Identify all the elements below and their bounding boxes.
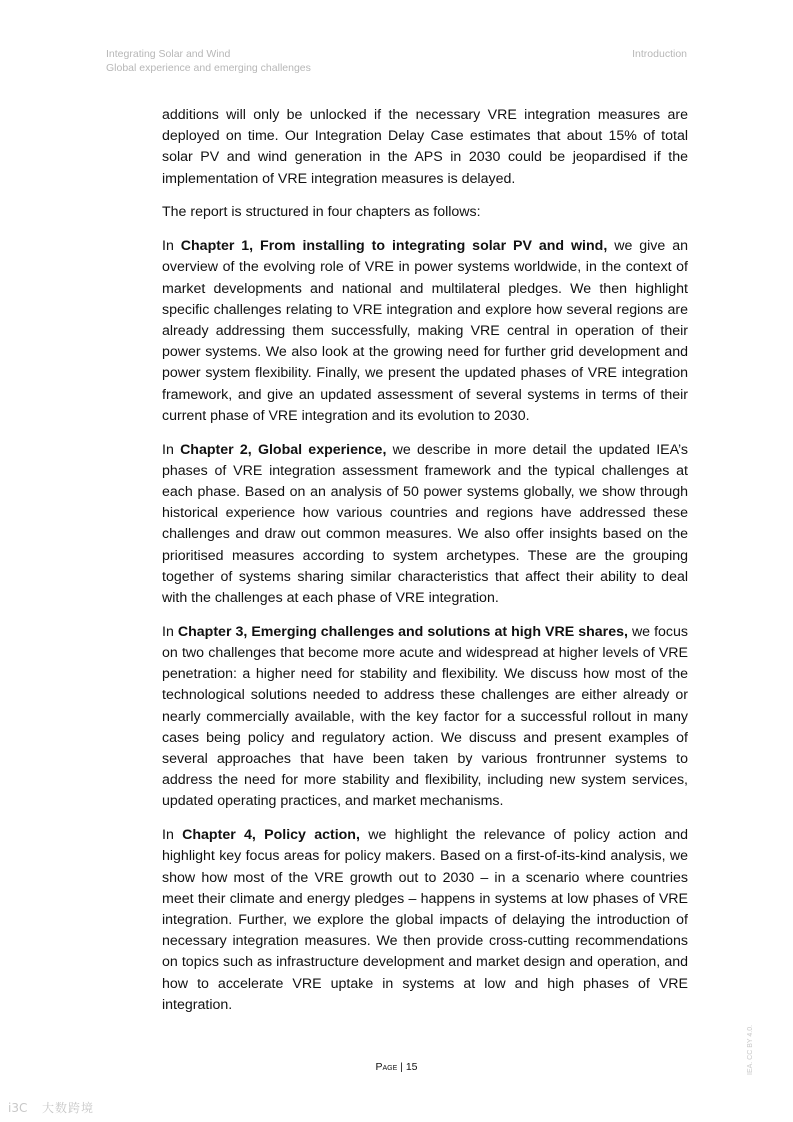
chapter-4-text: we highlight the relevance of policy action and highlight key focus areas for policy makers. Based on a first-of-its-kind analysis, we show how most of the VRE growth out to 2030 – in a scenario where countries meet their climate and energy pledges – happens in systems at low phases of VRE integration. Further, we explore the global impacts of delaying the introduction of necessary integration measures. We then provide cross-cutting recommendations on topics such as infrastructure development and market design and operation, and how to accelerate VRE uptake in systems at low and high phases of VRE integration. [162, 827, 689, 1013]
chapter-1-text: we give an overview of the evolving role of VRE in power systems worldwide, in the context of market developments and national and multilateral pledges. We then highlight specific challenges relating to VRE integration and explore how several regions are already addressing them successfully, making VRE central in operation of their power systems. We also look at the growing need for further grid development and power system flexibility. Finally, we present the updated phases of VRE integration framework, and give an updated assessment of several systems in terms of their current phase of VRE integration and its evolution to 2030. [162, 238, 688, 424]
chapter-3-text: we focus on two challenges that become more acute and widespread at higher levels of VRE penetration: a higher need for stability and flexibility. We discuss how most of the technological solutions needed to address these challenges are either already or nearly commercially available, with the key factor for a successful rollout in many cases being policy and regulatory action. We discuss and present examples of several approaches that have been taken by various frontrunner systems to address the need for more stability and flexibility, including new system services, updated operating practices, and market mechanisms. [162, 623, 689, 810]
paragraph-chapter-4 [162, 825, 688, 1016]
paragraph-structure-intro: The report is structured in four chapters as follows: [162, 204, 481, 221]
report-subtitle: Global experience and emerging challenges [106, 62, 311, 74]
chapter-2-text: we describe in more detail the updated IEA’s phases of VRE integration assessment framework and the typical challenges at each phase. Based on an analysis of 50 power systems globally, we show through historical experience how various countries and regions have addressed these challenges and draw out common measures. We also offer insights based on the prioritised measures according to system archetypes. These are the grouping together of systems sharing similar characteristics that affect their ability to deal with the challenges at each phase of VRE integration. [162, 441, 689, 607]
chapter-2-lead: In [162, 441, 181, 458]
chapter-3-lead: In [162, 623, 178, 640]
chapter-2-title: Chapter 2, Global experience, [180, 441, 387, 458]
page-footer [0, 1061, 793, 1073]
report-title: Integrating Solar and Wind [106, 48, 231, 60]
chapter-1-lead: In [162, 238, 181, 255]
paragraph-chapter-1 [162, 236, 688, 427]
paragraph-continuation: additions will only be unlocked if the necessary VRE integration measures are deployed on time. Our Integration Delay Case estimates that about 15% of total solar PV and wind generation in the APS in 2030 could be jeopardised if the implementation of VRE integration measures is delayed. [162, 107, 688, 187]
license-notice: IEA. CC BY 4.0. [747, 1024, 754, 1075]
running-header [106, 47, 311, 75]
page-label: Page [375, 1061, 398, 1073]
watermark-logo-icon [8, 1099, 38, 1115]
section-label: Introduction [632, 48, 687, 60]
chapter-3-title: Chapter 3, Emerging challenges and solutions at high VRE shares, [177, 623, 628, 640]
chapter-4-title: Chapter 4, Policy action, [182, 827, 360, 844]
watermark-text: 大数跨境 [42, 1100, 95, 1115]
chapter-4-lead: In [162, 827, 183, 844]
paragraph-chapter-2 [162, 440, 688, 610]
paragraph-chapter-3 [162, 622, 688, 813]
watermark [8, 1097, 108, 1117]
page-body [162, 105, 688, 1029]
chapter-1-title: Chapter 1, From installing to integrating solar PV and wind, [180, 238, 608, 255]
page-separator: | [397, 1061, 406, 1073]
watermark-logo-text: i3C [8, 1101, 28, 1115]
page-number: 15 [405, 1061, 418, 1073]
